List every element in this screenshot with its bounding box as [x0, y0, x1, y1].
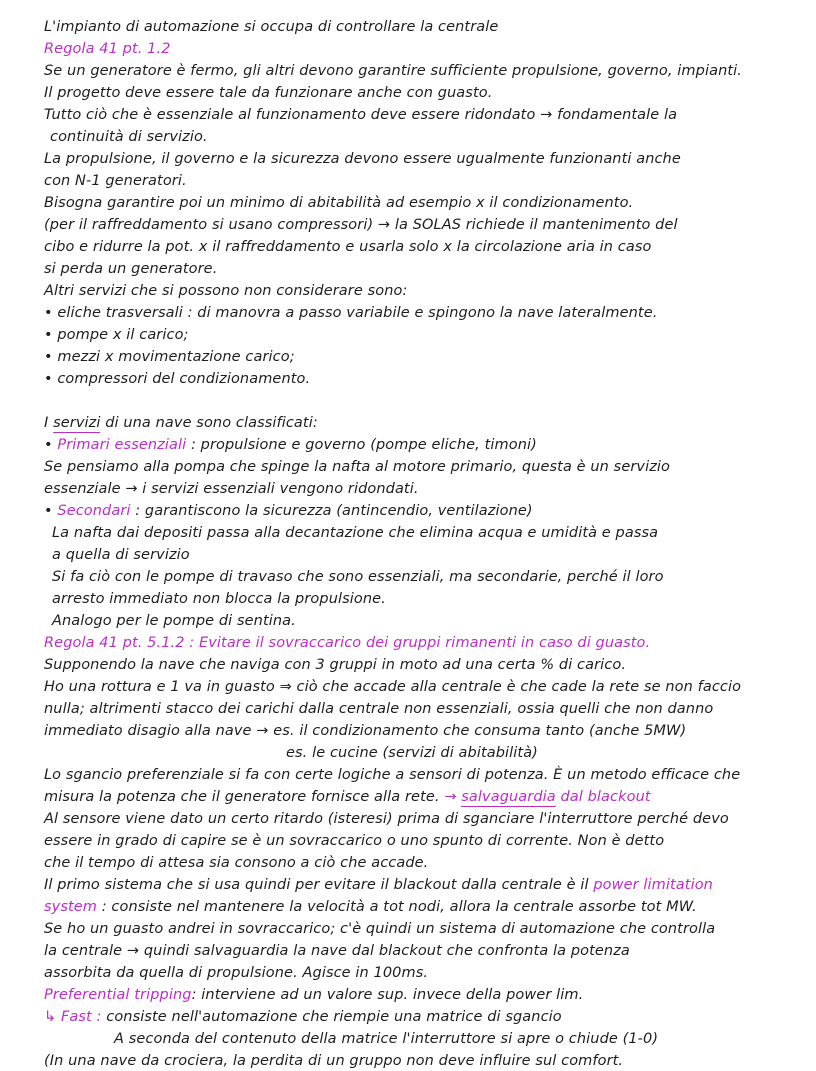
text-line	[44, 126, 806, 148]
text-line	[44, 566, 806, 588]
text-line	[44, 170, 806, 192]
text-line	[44, 16, 806, 38]
text-segment: servizi	[53, 415, 101, 431]
text-line	[44, 632, 806, 654]
text-segment: Lo sgancio preferenziale si fa con certe logiche a sensori di potenza. È un metodo efficace che	[44, 767, 741, 783]
accent-text-segment: Secondari	[57, 503, 131, 519]
text-line	[44, 962, 806, 984]
text-segment: (per il raffreddamento si usano compressori) → la SOLAS richiede il mantenimento del	[44, 217, 678, 233]
text-segment: Analogo per le pompe di sentina.	[52, 613, 296, 629]
text-line	[44, 984, 806, 1006]
text-segment: nulla; altrimenti stacco dei carichi dalla centrale non essenziali, ossia quelli che non danno	[44, 701, 714, 717]
text-segment: Ho una rottura e 1 va in guasto ⇒ ciò che accade alla centrale è che cade la rete se non faccio	[44, 679, 742, 695]
text-segment: Il primo sistema che si usa quindi per evitare il blackout dalla centrale è il	[44, 877, 594, 893]
text-line	[44, 1050, 806, 1071]
accent-text-segment: dal blackout	[555, 789, 651, 805]
accent-text-segment: Preferential tripping	[44, 987, 192, 1003]
text-segment: •	[44, 503, 58, 519]
text-line	[44, 588, 806, 610]
text-line	[44, 434, 806, 456]
text-segment: si perda un generatore.	[44, 261, 218, 277]
text-segment: la centrale → quindi salvaguardia la nave dal blackout che confronta la potenza	[44, 943, 630, 959]
text-line	[44, 720, 806, 742]
text-segment: A seconda del contenuto della matrice l'interruttore si apre o chiude (1-0)	[114, 1031, 659, 1047]
text-line	[44, 676, 806, 698]
text-line	[44, 786, 806, 808]
text-line	[44, 456, 806, 478]
text-line	[44, 610, 806, 632]
text-line	[44, 852, 806, 874]
text-line	[44, 654, 806, 676]
text-segment: arresto immediato non blocca la propulsione.	[52, 591, 386, 607]
text-segment: essere in grado di capire se è un sovraccarico o uno spunto di corrente. Non è detto	[44, 833, 665, 849]
text-line	[44, 1028, 806, 1050]
text-line	[44, 412, 806, 434]
text-segment: (In una nave da crociera, la perdita di un gruppo non deve influire sul comfort.	[44, 1053, 624, 1069]
text-segment: Se ho un guasto andrei in sovraccarico; c'è quindi un sistema di automazione che controlla	[44, 921, 716, 937]
text-line	[44, 82, 806, 104]
text-segment: immediato disagio alla nave → es. il condizionamento che consuma tanto (anche 5MW)	[44, 723, 687, 739]
accent-text-segment: ↳ Fast :	[44, 1009, 102, 1025]
text-segment: : interviene ad un valore sup. invece della power lim.	[191, 987, 584, 1003]
accent-text-segment: system	[44, 899, 98, 915]
text-segment: Se un generatore è fermo, gli altri devono garantire sufficiente propulsione, governo, impianti.	[44, 63, 742, 79]
text-segment: a quella di servizio	[52, 547, 190, 563]
text-segment: che il tempo di attesa sia consono a ciò che accade.	[44, 855, 429, 871]
text-segment: Il progetto deve essere tale da funzionare anche con guasto.	[44, 85, 493, 101]
text-line	[44, 1006, 806, 1028]
blank-line	[44, 390, 806, 412]
text-segment: con N-1 generatori.	[44, 173, 187, 189]
text-segment: I	[44, 415, 54, 431]
text-line	[44, 280, 806, 302]
text-line	[44, 104, 806, 126]
text-line	[44, 192, 806, 214]
text-line	[44, 918, 806, 940]
text-line	[44, 236, 806, 258]
accent-text-segment: salvaguardia	[461, 789, 556, 805]
text-line	[44, 830, 806, 852]
text-line	[44, 258, 806, 280]
text-line	[44, 808, 806, 830]
text-segment: La propulsione, il governo e la sicurezza devono essere ugualmente funzionanti anche	[44, 151, 681, 167]
text-segment: : consiste nel mantenere la velocità a tot nodi, allora la centrale assorbe tot MW.	[97, 899, 697, 915]
text-segment: L'impianto di automazione si occupa di controllare la centrale	[44, 19, 499, 35]
text-segment: Bisogna garantire poi un minimo di abitabilità ad esempio x il condizionamento.	[44, 195, 634, 211]
text-segment: Se pensiamo alla pompa che spinge la nafta al motore primario, questa è un servizio	[44, 459, 671, 475]
text-line	[44, 698, 806, 720]
text-segment: di una nave sono classificati:	[100, 415, 318, 431]
text-segment: misura la potenza che il generatore fornisce alla rete.	[44, 789, 445, 805]
text-line	[44, 148, 806, 170]
text-line	[44, 38, 806, 60]
accent-text-segment: Regola 41 pt. 5.1.2 : Evitare il sovraccarico dei gruppi rimanenti in caso di guasto.	[44, 635, 651, 651]
text-segment: Supponendo la nave che naviga con 3 gruppi in moto ad una certa % di carico.	[44, 657, 627, 673]
text-segment: assorbita da quella di propulsione. Agisce in 100ms.	[44, 965, 429, 981]
text-segment: Si fa ciò con le pompe di travaso che sono essenziali, ma secondarie, perché il loro	[52, 569, 664, 585]
text-segment: • eliche trasversali : di manovra a passo variabile e spingono la nave lateralmente.	[44, 305, 658, 321]
text-segment: essenziale → i servizi essenziali vengono ridondati.	[44, 481, 419, 497]
text-segment: Altri servizi che si possono non considerare sono:	[44, 283, 408, 299]
text-line	[44, 302, 806, 324]
text-line	[44, 544, 806, 566]
text-line	[44, 478, 806, 500]
text-line	[44, 522, 806, 544]
text-line	[44, 500, 806, 522]
text-segment: • compressori del condizionamento.	[44, 371, 311, 387]
text-segment: La nafta dai depositi passa alla decantazione che elimina acqua e umidità e passa	[52, 525, 659, 541]
text-segment: es. le cucine (servizi di abitabilità)	[286, 745, 538, 761]
text-segment: • mezzi x movimentazione carico;	[44, 349, 295, 365]
accent-text-segment: power limitation	[593, 877, 713, 893]
text-segment: Tutto ciò che è essenziale al funzionamento deve essere ridondato → fondamentale la	[44, 107, 678, 123]
accent-text-segment: →	[444, 789, 462, 805]
text-line	[44, 60, 806, 82]
text-segment: : garantiscono la sicurezza (antincendio, ventilazione)	[130, 503, 533, 519]
text-line	[44, 896, 806, 918]
accent-text-segment: Regola 41 pt. 1.2	[44, 41, 171, 57]
text-line	[44, 764, 806, 786]
text-segment: consiste nell'automazione che riempie una matrice di sgancio	[101, 1009, 562, 1025]
text-line	[44, 346, 806, 368]
text-line	[44, 940, 806, 962]
text-segment: : propulsione e governo (pompe eliche, timoni)	[186, 437, 537, 453]
text-segment: Al sensore viene dato un certo ritardo (isteresi) prima di sganciare l'interruttore perché devo	[44, 811, 729, 827]
text-line	[44, 214, 806, 236]
text-segment: cibo e ridurre la pot. x il raffreddamento e usarla solo x la circolazione aria in caso	[44, 239, 652, 255]
text-line	[44, 368, 806, 390]
text-line	[44, 742, 806, 764]
text-segment: continuità di servizio.	[50, 129, 208, 145]
accent-text-segment: Primari essenziali	[57, 437, 187, 453]
text-segment: • pompe x il carico;	[44, 327, 189, 343]
text-segment: •	[44, 437, 58, 453]
text-line	[44, 324, 806, 346]
text-line	[44, 874, 806, 896]
